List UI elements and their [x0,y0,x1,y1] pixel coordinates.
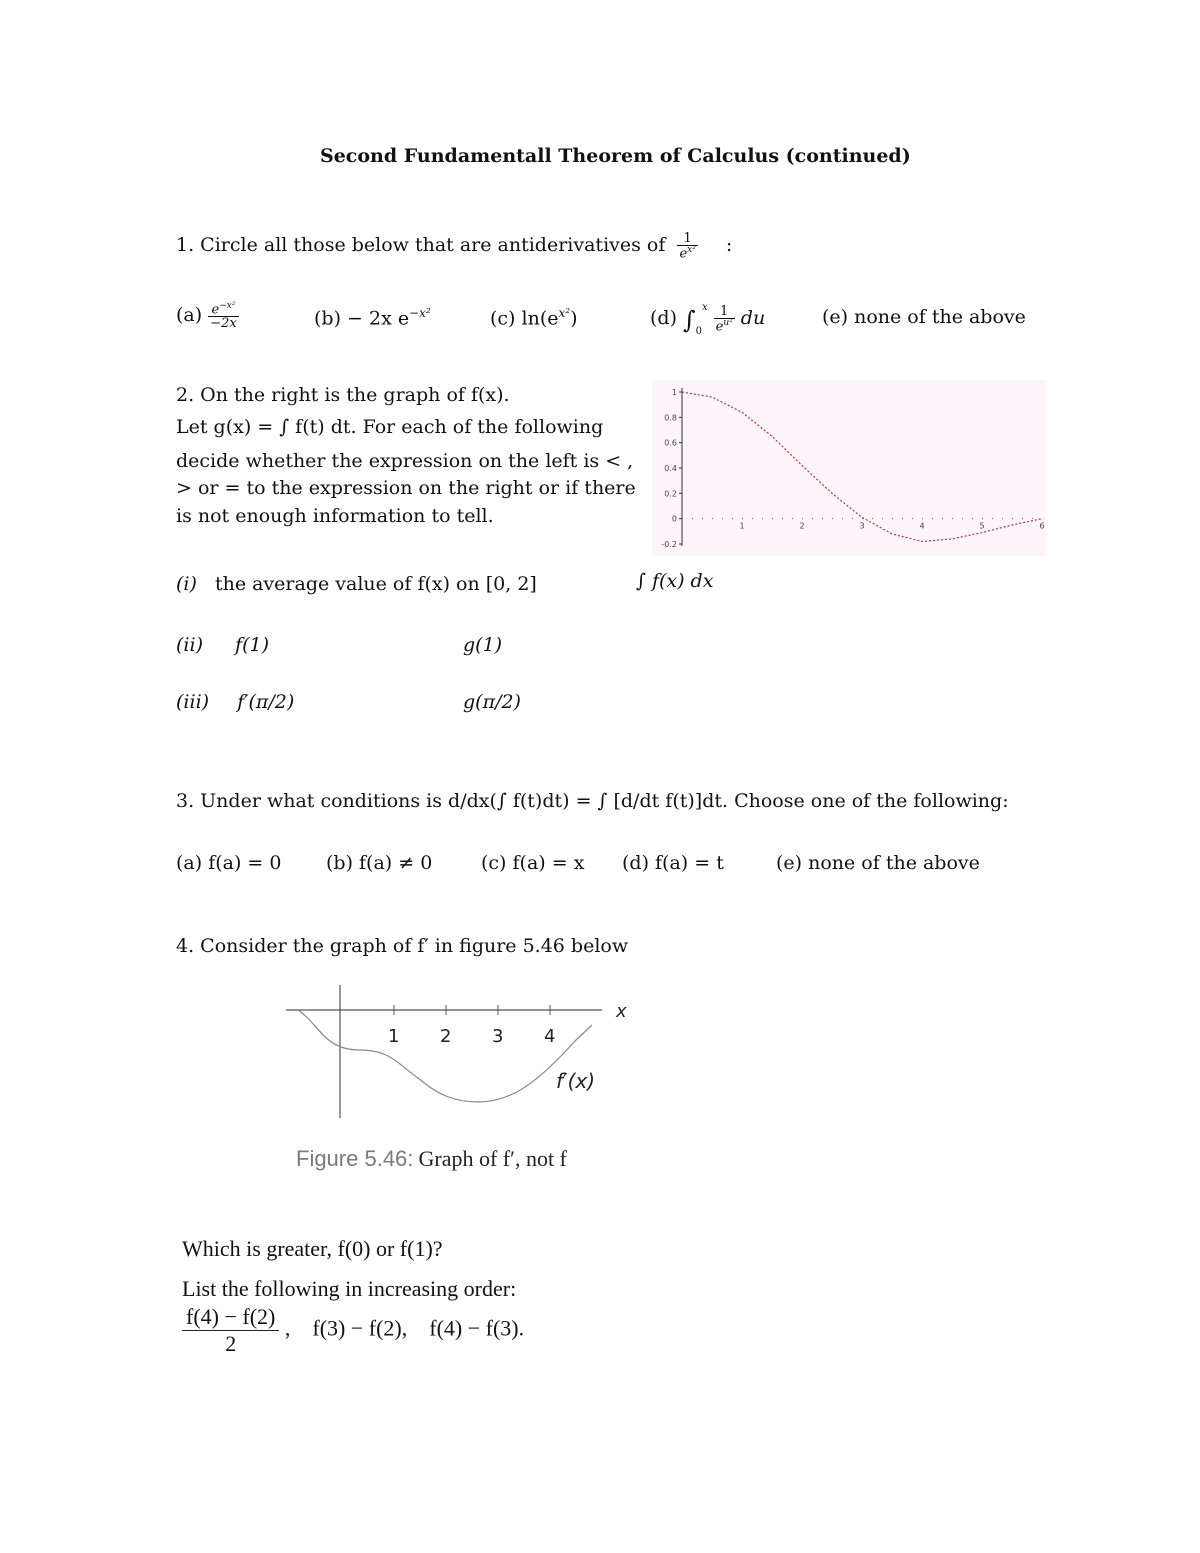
fprime-tick-label-3: 3 [492,1026,504,1047]
fprime-curve [298,1010,592,1102]
q1-option-d-du: du [740,307,766,329]
q2-part-ii-label: (ii) [176,634,203,656]
q1-option-a-fraction: $\frac{e^{-x^2}}{-2x}$ [210,301,237,332]
q3-prompt: 3. Under what conditions is d/dx(∫ f(t)dt) = ∫ [d/dt f(t)]dt. Choose one of the following: [176,790,1009,812]
q1-option-c-label: (c) ln(e [490,307,559,330]
q1-option-d-label: (d) [650,307,677,329]
fx-y-tick-label: 0 [671,514,677,524]
q1-option-d-fraction: $\frac{1}{e^{u^2}}$ [715,303,733,335]
q1-text: 1. Circle all those below that are antiderivatives of [176,234,666,257]
fprime-tick-label-2: 2 [440,1026,452,1047]
fx-x-tick-label: 6 [1039,521,1045,531]
q2-part-i-label: (i) [176,573,197,595]
q4-question-greater: Which is greater, f(0) or f(1)? [182,1236,443,1261]
q4-fraction-numerator: f(4) − f(2) [182,1304,279,1331]
q3-option-b: (b) f(a) ≠ 0 [326,852,433,874]
fprime-tick-label-4: 4 [544,1026,556,1047]
q2-line5: is not enough information to tell. [176,505,494,527]
q1-fraction: $\frac{1}{e^{x^2}}$ [679,231,696,262]
fx-y-tick-label: 0.2 [664,489,677,499]
q2-part-i [176,573,537,595]
fprime-graph [280,980,640,1125]
q4-prompt: 4. Consider the graph of f′ in figure 5.46 below [176,935,629,957]
q1-option-b: (b) − 2x $e^{-x^2}$ [314,306,431,330]
fx-x-tick-label: 3 [859,521,865,531]
fx-x-tick-label: 1 [739,521,745,531]
q3-option-e: (e) none of the above [776,852,980,874]
q2-part-iii [176,691,294,713]
q1-prompt [176,232,732,260]
figure-caption [296,1146,567,1172]
fx-x-ticks [739,522,1044,531]
fprime-x-label: x [616,1001,627,1022]
q2-part-iii-label: (iii) [176,691,210,713]
q4-fraction-denominator: 2 [225,1331,237,1356]
q2-part-ii-right: g(1) [463,634,503,656]
fx-y-ticks [661,388,682,549]
fx-y-tick-label: 0.8 [664,413,677,423]
fx-x-tick-label: 4 [919,521,925,531]
q1-option-a-label: (a) [176,304,203,327]
fx-x-tick-label: 2 [799,521,805,531]
q4-order-fraction [182,1304,279,1357]
q2-line4: > or = to the expression on the right or if there [176,477,636,499]
q1-option-a [176,302,239,330]
q1-colon: : [725,234,733,257]
q4-question-order: List the following in increasing order: [182,1276,517,1301]
fx-x-tick-label: 5 [979,521,985,531]
q1-option-d: (d) $\int_0^x$ $\frac{1}{e^{u^2}}$ du [650,302,766,337]
q2-line2: Let g(x) = ∫ f(t) dt. For each of the following [176,416,604,438]
q1-option-c: (c) $\ln(e^{x^2})$ [490,306,578,330]
q1-option-b-label: (b) − 2x e [314,307,410,330]
fx-y-tick-label: 1 [671,388,677,397]
fx-y-tick-label: 0.6 [664,438,677,448]
q2-part-iii-left: f′(π/2) [237,691,295,713]
q4-order-list [182,1304,524,1357]
q2-part-i-right: ∫ f(x) dx [636,570,714,592]
fprime-tick-label-1: 1 [388,1026,400,1047]
q4-order-rest: , f(3) − f(2), f(4) − f(3). [284,1315,525,1341]
fprime-curve-label: f′(x) [556,1069,596,1093]
q2-part-ii-left: f(1) [235,634,269,656]
q3-option-a: (a) f(a) = 0 [176,852,282,874]
q2-part-ii [176,634,269,656]
q2-line3: decide whether the expression on the left is < , [176,450,634,472]
q2-part-iii-right: g(π/2) [463,691,521,713]
q3-option-c: (c) f(a) = x [481,852,585,874]
page-title: Second Fundamentall Theorem of Calculus (continued) [320,145,911,167]
q2-part-i-left: the average value of f(x) on [0, 2] [214,573,537,595]
figure-caption-text: Graph of f′, not f [418,1146,567,1171]
fx-graph [652,380,1046,556]
q3-option-d: (d) f(a) = t [622,852,724,874]
q1-option-e: (e) none of the above [822,306,1026,328]
q2-line1: 2. On the right is the graph of f(x). [176,384,510,406]
fx-y-tick-label: -0.2 [661,540,677,549]
figure-caption-number: Figure 5.46: [296,1146,414,1171]
fx-y-tick-label: 0.4 [664,464,677,473]
